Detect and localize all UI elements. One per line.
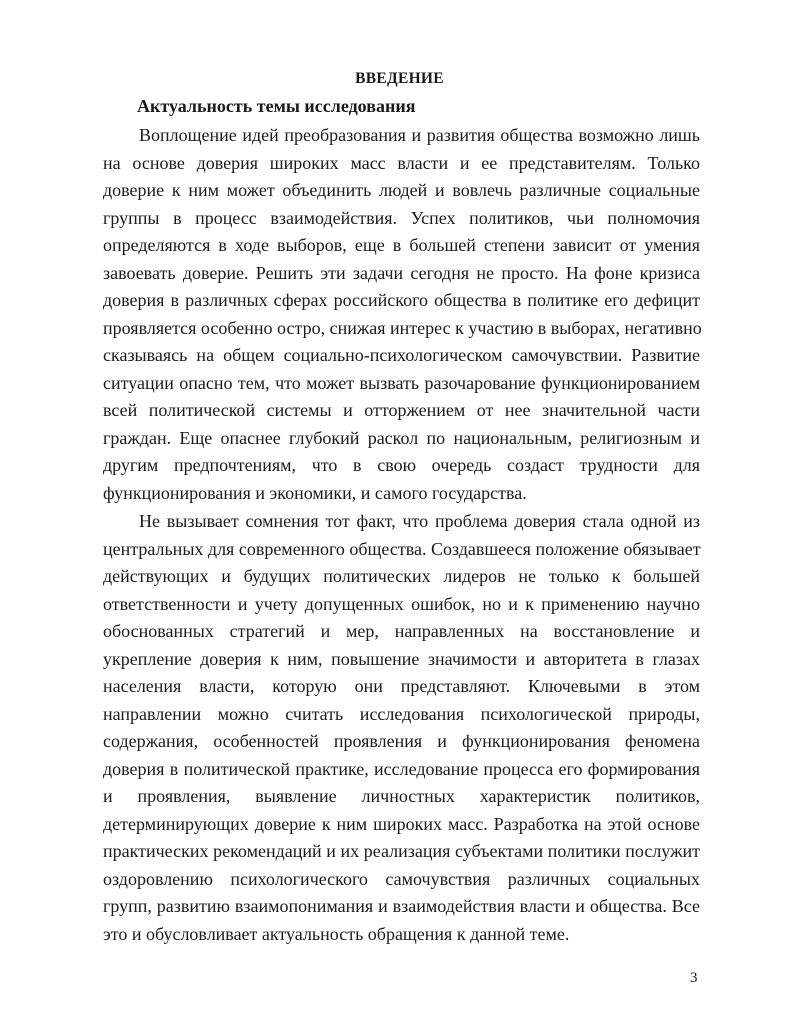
section-subtitle: Актуальность темы исследования [137, 96, 416, 116]
page-number: 3 [690, 970, 698, 986]
paragraph-line: граждан. Еще опаснее глубокий раскол по национальным, религиозным и [103, 427, 700, 448]
paragraph-line: функционирования и экономики, и самого государства. [103, 482, 527, 503]
paragraph-line: ситуации опасно тем, что может вызвать разочарование функционированием [103, 372, 700, 393]
paragraph-line: и проявления, выявление личностных характеристик политиков, [103, 786, 700, 806]
paragraph-line: на основе доверия широких масс власти и ее представителям. Только [103, 152, 700, 173]
paragraph-line: ответственности и учету допущенных ошибок, но и к применению научно [103, 593, 700, 614]
paragraph-line: обоснованных стратегий и мер, направленных на восстановление и [103, 621, 700, 641]
section-title: ВВЕДЕНИЕ [355, 70, 444, 87]
paragraph-line: укрепление доверия к ним, повышение значимости и авторитета в глазах [103, 648, 700, 669]
paragraph-line: определяются в ходе выборов, еще в большей степени зависит от умения [103, 235, 700, 255]
paragraph-line: проявляется особенно остро, снижая интерес к участию в выборах, негативно [103, 317, 702, 338]
paragraph-line: оздоровлению психологического самочувствия различных социальных [103, 868, 700, 889]
paragraph-line: всей политической системы и отторжением от нее значительной части [103, 400, 700, 420]
paragraph-line: практических рекомендаций и их реализация субъектами политики послужит [103, 841, 700, 861]
paragraph-line: детерминирующих доверие к ним широких масс. Разработка на этой основе [103, 813, 700, 834]
paragraph-line: населения власти, которую они представляют. Ключевыми в этом [103, 676, 700, 696]
paragraph-line: доверие к ним может объединить людей и вовлечь различные социальные [103, 180, 700, 200]
paragraph [103, 508, 700, 948]
paragraph-line: направлении можно считать исследования психологической природы, [103, 703, 700, 724]
paragraph-line: это и обусловливает актуальность обращения к данной теме. [103, 923, 570, 944]
paragraph-line: действующих и будущих политических лидеров не только к большей [103, 566, 700, 586]
paragraph-line: завоевать доверие. Решить эти задачи сегодня не просто. На фоне кризиса [103, 262, 700, 283]
paragraph-line: доверия в различных сферах российского общества в политике его дефицит [103, 290, 700, 310]
paragraph-line: центральных для современного общества. Создавшееся положение обязывает [103, 538, 701, 559]
paragraph-line: Не вызывает сомнения тот факт, что проблема доверия стала одной из [139, 511, 700, 531]
paragraph-line: групп, развитию взаимопонимания и взаимодействия власти и общества. Все [103, 896, 700, 916]
paragraph-line: группы в процесс взаимодействия. Успех политиков, чьи полномочия [103, 207, 700, 228]
paragraph-line: содержания, особенностей проявления и функционирования феномена [103, 731, 700, 751]
paragraph-line: доверия в политической практике, исследование процесса его формирования [103, 758, 700, 779]
paragraph-line: Воплощение идей преобразования и развития общества возможно лишь [139, 125, 700, 145]
paragraph [103, 122, 700, 507]
paragraph-line: другим предпочтениям, что в свою очередь создаст трудности для [103, 455, 700, 475]
paragraph-line: сказываясь на общем социально-психологическом самочувствии. Развитие [103, 345, 700, 365]
